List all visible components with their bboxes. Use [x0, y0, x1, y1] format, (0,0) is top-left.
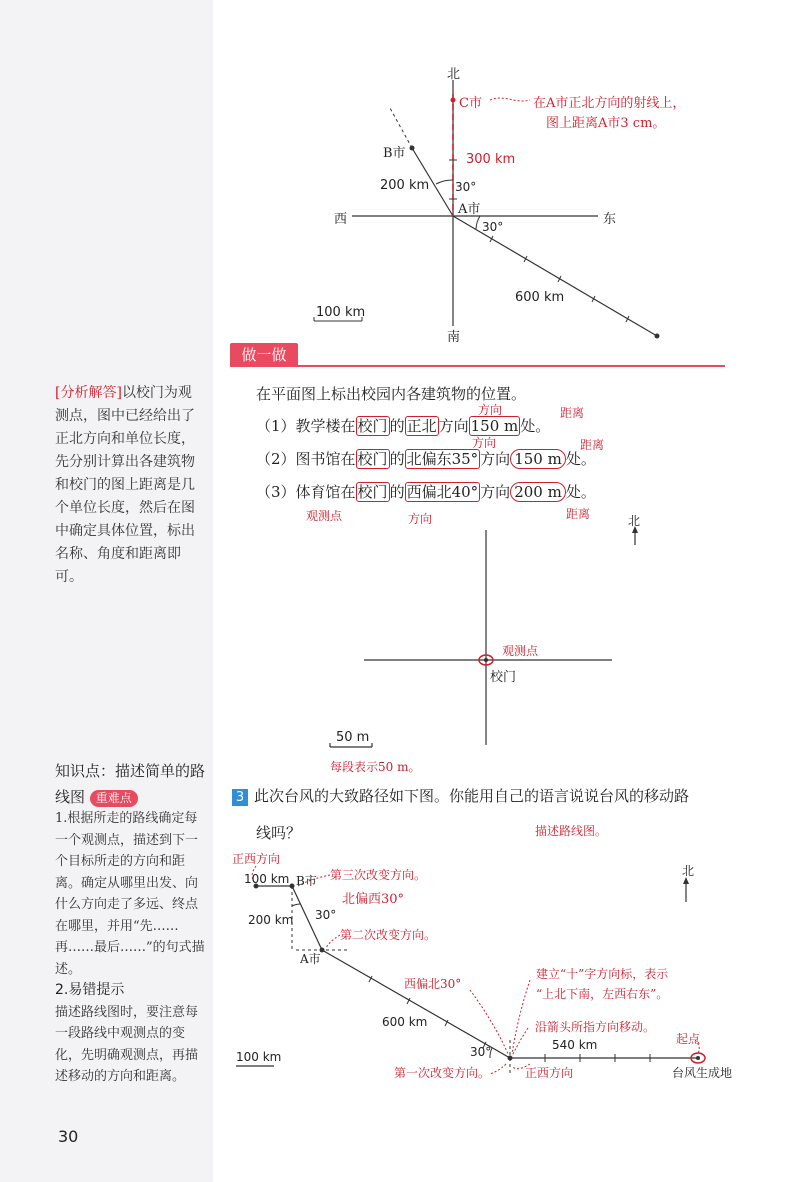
d1-west: 西 [334, 212, 348, 227]
d3-note-cross-1: 建立“十”字方向标，表示 [536, 967, 669, 981]
exercise-intro: 在平面图上标出校园内各建筑物的位置。 [256, 385, 527, 403]
d1-dist-300: 300 km [466, 152, 516, 167]
question-3 [232, 785, 689, 806]
city-b-point [410, 146, 415, 151]
d1-note-c-2: 图上距离A市3 cm。 [546, 116, 666, 131]
d3-note-nw30: 北偏西30° [342, 892, 405, 907]
d1-city-c: C市 [459, 96, 482, 111]
note-dir-3: 方向 [408, 512, 433, 526]
page-number: 30 [58, 1127, 79, 1146]
question-3-line-2: 线吗？ [256, 824, 302, 842]
note-route: 描述路线图。 [535, 824, 608, 838]
d1-scale: 100 km [316, 305, 366, 320]
d1-dist-200: 200 km [380, 178, 430, 193]
note-dist-1: 距离 [560, 406, 585, 420]
d2-observer-note: 观测点 [502, 644, 539, 658]
note-dist-2: 距离 [580, 438, 605, 452]
exercise-line-2: （2）图书馆在 校门 的 北偏东35° 方向 150 m 处。 [256, 450, 596, 468]
d3-note-west: 正西方向 [232, 852, 281, 866]
d3-note-wn30: 西偏北30° [404, 977, 462, 991]
d3-note-west2: 正西方向 [525, 1066, 574, 1080]
city-c-point [451, 98, 456, 103]
section-label: 做一做 [230, 343, 298, 367]
d3-city-b: B市 [296, 874, 317, 888]
kp-item-2-text: 描述路线图时，要注意每一段路线中观测点的变化，先明确观测点，再描述移动的方向和距离。 [55, 1004, 199, 1084]
d3-dist-600: 600 km [382, 1015, 428, 1029]
note-observer: 观测点 [306, 509, 343, 523]
d1-dist-600: 600 km [515, 290, 565, 305]
d1-note-c-1: 在A市正北方向的射线上， [533, 96, 686, 111]
section-bar [230, 343, 730, 367]
note-dir-2: 方向 [472, 436, 497, 450]
d3-dist-100: 100 km [244, 872, 290, 886]
d3-dist-200: 200 km [248, 913, 294, 927]
d1-angle-30b: 30° [482, 220, 504, 234]
note-dist-3: 距离 [566, 507, 591, 521]
d2-scale: 50 m [336, 730, 370, 745]
end-point [655, 334, 660, 339]
note-dir-1: 方向 [478, 403, 503, 417]
d3-angle-30a: 30° [315, 908, 337, 922]
d1-angle-30a: 30° [455, 180, 477, 194]
d3-note-cross-2: “上北下南，左西右东”。 [536, 987, 669, 1001]
question-3-line-1: 此次台风的大致路径如下图。你能用自己的语言说说台风的移动路 [254, 787, 690, 805]
d1-east: 东 [603, 212, 617, 227]
d3-angle-30b: 30° [470, 1045, 492, 1059]
kp-title-text: 知识点：描述简单的路线图 [55, 762, 206, 806]
d2-north: 北 [628, 514, 641, 528]
d1-city-a: A市 [458, 202, 481, 217]
exercise-line-1: （1）教学楼在 校门 的 正北 方向 150 m 处。 [256, 417, 551, 435]
analysis-text: 以校门为观测点，图中已经给出了正北方向和单位长度，先分别计算出各建筑物和校门的图上距离是几个单位长度，然后在图中确定具体位置，标出名称、角度和距离即可。 [55, 385, 195, 585]
d3-dist-540: 540 km [552, 1038, 598, 1052]
d3-note-arrow: 沿箭头所指方向移动。 [535, 1020, 656, 1034]
difficulty-badge: 重难点 [90, 790, 138, 807]
d3-origin: 台风生成地 [672, 1066, 733, 1080]
d2-scale-note: 每段表示50 m。 [330, 760, 421, 774]
d3-scale: 100 km [236, 1050, 282, 1064]
kp-item-2-title: 2.易错提示 [55, 982, 125, 998]
d3-note-third: 第三次改变方向。 [330, 868, 427, 882]
d1-city-b: B市 [383, 146, 406, 161]
exercise-line-3: （3）体育馆在 校门 的 西偏北40° 方向 200 m 处。 [256, 483, 596, 501]
d3-note-second: 第二次改变方向。 [340, 928, 437, 942]
diagram2-axes [330, 528, 635, 747]
kp-item-1: 1.根据所走的路线确定每一个观测点，描述到下一个目标所走的方向和距离。确定从哪里出发、向什么方向走了多远、终点在哪里，并用“先……再……最后……”的句式描述。 [55, 811, 205, 977]
d1-north: 北 [447, 67, 461, 82]
d3-city-a: A市 [300, 952, 321, 966]
d3-north: 北 [682, 864, 695, 878]
d2-origin: 校门 [490, 670, 517, 685]
analysis-tag: [分析解答] [55, 385, 122, 401]
d3-note-first: 第一次改变方向。 [394, 1066, 491, 1080]
section-underline [230, 365, 725, 367]
d1-south: 南 [447, 330, 461, 345]
question-number: 3 [232, 789, 248, 806]
diagram1-sw-ticks [490, 236, 629, 322]
d3-note-start: 起点 [676, 1032, 701, 1046]
